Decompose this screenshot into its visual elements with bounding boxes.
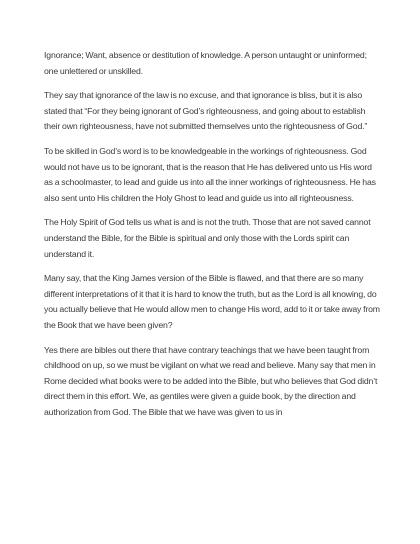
paragraph-ignorance-of-law: They say that ignorance of the law is no excuse, and that ignorance is bliss, but it is also stated that “For they being ignorant of God’s righteousness, and going about to establish their own righteousness, have not submitted themselves unto the righteousness of God.”	[44, 90, 368, 132]
paragraph-ignorance-definition: Ignorance; Want, absence or destitution of knowledge. A person untaught or uninformed; one unlettered or unskilled.	[44, 50, 367, 76]
paragraph-holy-spirit: The Holy Spirit of God tells us what is and is not the truth. Those that are not saved cannot understand the Bible, for the Bible is spiritual and only those with the Lords spirit can understand it.	[44, 217, 371, 259]
paragraph-king-james: Many say, that the King James version of the Bible is flawed, and that there are so many different interpretations of it that it is hard to know the truth, but as the Lord is all knowing, do you actually believe that He would allow men to change His word, add to it or take away from the Book that we have been given?	[44, 273, 380, 330]
paragraph-skilled-in-word: To be skilled in God’s word is to be knowledgeable in the workings of righteousness. God would not have us to be ignorant, that is the reason that He has delivered unto us His word as a schoolmaster, to lead and guide us into all the inner workings of righteousness. He has also sent unto His children the Holy Ghost to lead and guide us into all righteousness.	[44, 145, 376, 203]
paragraph-contrary-bibles: Yes there are bibles out there that have contrary teachings that we have been taught from childhood on up, so we must be vigilant on what we read and believe. Many say that men in Rome decided what books were to be added into the Bible, but who believes that God didn’t direct them in this effort. We, as gentiles were given a guide book, by the direction and authorization from God. The Bible that we have was given to us in	[44, 344, 378, 417]
